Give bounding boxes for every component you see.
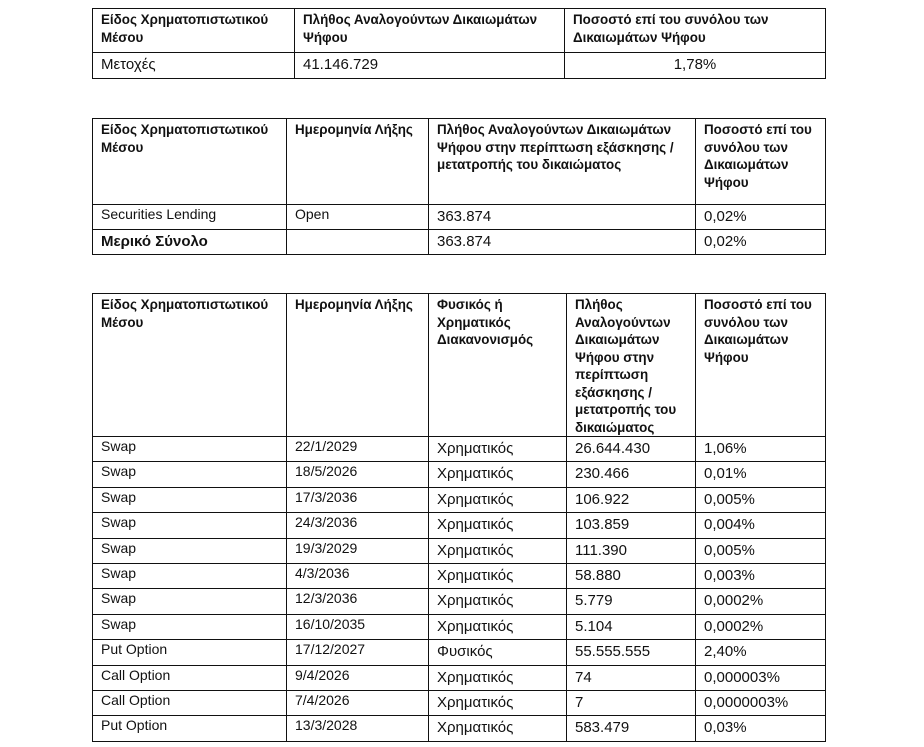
subtotal-row xyxy=(93,230,826,255)
cell-expiry: 19/3/2029 xyxy=(287,538,429,563)
cell-expiry: 16/10/2035 xyxy=(287,614,429,639)
cell-voting-rights: 103.859 xyxy=(567,513,696,538)
table-row xyxy=(93,690,826,715)
cell-settlement: Φυσικός xyxy=(429,640,567,665)
header-voting-rights: Πλήθος Αναλογούντων Δικαιωμάτων Ψήφου στην περίπτωση εξάσκησης / μετατροπής του δικαιώματος xyxy=(567,294,696,437)
cell-voting-rights: 106.922 xyxy=(567,487,696,512)
cell-expiry: 4/3/2036 xyxy=(287,563,429,588)
header-voting-rights: Πλήθος Αναλογούντων Δικαιωμάτων Ψήφου στην περίπτωση εξάσκησης / μετατροπής του δικαιώματος xyxy=(429,119,696,205)
cell-expiry xyxy=(287,230,429,255)
cell-instrument: Swap xyxy=(93,589,287,614)
cell-expiry: 7/4/2026 xyxy=(287,690,429,715)
cell-expiry: 24/3/2036 xyxy=(287,513,429,538)
table-header-row xyxy=(93,9,826,53)
cell-percentage: 0,0000003% xyxy=(696,690,826,715)
cell-percentage: 1,06% xyxy=(696,437,826,462)
cell-voting-rights: 55.555.555 xyxy=(567,640,696,665)
cell-expiry: 13/3/2028 xyxy=(287,716,429,741)
header-instrument-type: Είδος Χρηματοπιστωτικού Μέσου xyxy=(93,119,287,205)
header-percentage: Ποσοστό επί του συνόλου των Δικαιωμάτων Ψήφου xyxy=(565,9,826,53)
cell-voting-rights: 5.104 xyxy=(567,614,696,639)
table-row xyxy=(93,665,826,690)
cell-subtotal-label: Μερικό Σύνολο xyxy=(93,230,287,255)
cell-percentage: 0,005% xyxy=(696,538,826,563)
securities-lending-table xyxy=(92,118,826,255)
cell-instrument: Μετοχές xyxy=(93,53,295,79)
cell-percentage: 0,01% xyxy=(696,462,826,487)
header-voting-rights: Πλήθος Αναλογούντων Δικαιωμάτων Ψήφου xyxy=(295,9,565,53)
table-row xyxy=(93,614,826,639)
table-row xyxy=(93,53,826,79)
cell-instrument: Swap xyxy=(93,614,287,639)
cell-voting-rights: 583.479 xyxy=(567,716,696,741)
cell-percentage: 0,0002% xyxy=(696,589,826,614)
cell-instrument: Swap xyxy=(93,462,287,487)
cell-instrument: Put Option xyxy=(93,716,287,741)
cell-settlement: Χρηματικός xyxy=(429,690,567,715)
cell-percentage: 0,02% xyxy=(696,205,826,230)
cell-percentage: 0,03% xyxy=(696,716,826,741)
cell-instrument: Swap xyxy=(93,513,287,538)
header-settlement: Φυσικός ή Χρηματικός Διακανονισμός xyxy=(429,294,567,437)
cell-percentage: 0,0002% xyxy=(696,614,826,639)
cell-settlement: Χρηματικός xyxy=(429,487,567,512)
cell-expiry: 12/3/2036 xyxy=(287,589,429,614)
cell-settlement: Χρηματικός xyxy=(429,563,567,588)
table-row xyxy=(93,513,826,538)
cell-voting-rights: 7 xyxy=(567,690,696,715)
cell-expiry: 18/5/2026 xyxy=(287,462,429,487)
cell-voting-rights: 58.880 xyxy=(567,563,696,588)
table-row xyxy=(93,716,826,741)
cell-instrument: Swap xyxy=(93,487,287,512)
cell-instrument: Swap xyxy=(93,538,287,563)
header-expiry-date: Ημερομηνία Λήξης xyxy=(287,119,429,205)
cell-instrument: Swap xyxy=(93,437,287,462)
shares-voting-rights-table xyxy=(92,8,826,79)
table-header-row xyxy=(93,294,826,437)
cell-instrument: Put Option xyxy=(93,640,287,665)
cell-voting-rights: 5.779 xyxy=(567,589,696,614)
cell-percentage: 0,02% xyxy=(696,230,826,255)
cell-instrument: Call Option xyxy=(93,665,287,690)
table-row xyxy=(93,205,826,230)
cell-settlement: Χρηματικός xyxy=(429,513,567,538)
cell-expiry: 22/1/2029 xyxy=(287,437,429,462)
header-instrument-type: Είδος Χρηματοπιστωτικού Μέσου xyxy=(93,9,295,53)
derivatives-table xyxy=(92,293,826,742)
cell-settlement: Χρηματικός xyxy=(429,614,567,639)
cell-settlement: Χρηματικός xyxy=(429,462,567,487)
cell-expiry: 17/12/2027 xyxy=(287,640,429,665)
cell-instrument: Swap xyxy=(93,563,287,588)
cell-settlement: Χρηματικός xyxy=(429,716,567,741)
cell-expiry: 9/4/2026 xyxy=(287,665,429,690)
table-row xyxy=(93,640,826,665)
cell-voting-rights: 230.466 xyxy=(567,462,696,487)
cell-voting-rights: 363.874 xyxy=(429,205,696,230)
table-row xyxy=(93,487,826,512)
cell-voting-rights: 41.146.729 xyxy=(295,53,565,79)
table-row xyxy=(93,538,826,563)
header-percentage: Ποσοστό επί του συνόλου των Δικαιωμάτων Ψήφου xyxy=(696,294,826,437)
table-row xyxy=(93,589,826,614)
table-row xyxy=(93,462,826,487)
cell-settlement: Χρηματικός xyxy=(429,665,567,690)
header-percentage: Ποσοστό επί του συνόλου των Δικαιωμάτων Ψήφου xyxy=(696,119,826,205)
cell-percentage: 0,000003% xyxy=(696,665,826,690)
cell-expiry: 17/3/2036 xyxy=(287,487,429,512)
cell-percentage: 0,003% xyxy=(696,563,826,588)
cell-percentage: 0,004% xyxy=(696,513,826,538)
table-header-row xyxy=(93,119,826,205)
cell-voting-rights: 74 xyxy=(567,665,696,690)
cell-settlement: Χρηματικός xyxy=(429,589,567,614)
cell-expiry: Open xyxy=(287,205,429,230)
header-expiry-date: Ημερομηνία Λήξης xyxy=(287,294,429,437)
cell-instrument: Call Option xyxy=(93,690,287,715)
cell-voting-rights: 26.644.430 xyxy=(567,437,696,462)
cell-percentage: 2,40% xyxy=(696,640,826,665)
table-row xyxy=(93,563,826,588)
cell-voting-rights: 111.390 xyxy=(567,538,696,563)
cell-percentage: 0,005% xyxy=(696,487,826,512)
table-row xyxy=(93,437,826,462)
cell-settlement: Χρηματικός xyxy=(429,437,567,462)
header-instrument-type: Είδος Χρηματοπιστωτικού Μέσου xyxy=(93,294,287,437)
cell-settlement: Χρηματικός xyxy=(429,538,567,563)
cell-percentage: 1,78% xyxy=(565,53,826,79)
cell-instrument: Securities Lending xyxy=(93,205,287,230)
cell-voting-rights: 363.874 xyxy=(429,230,696,255)
